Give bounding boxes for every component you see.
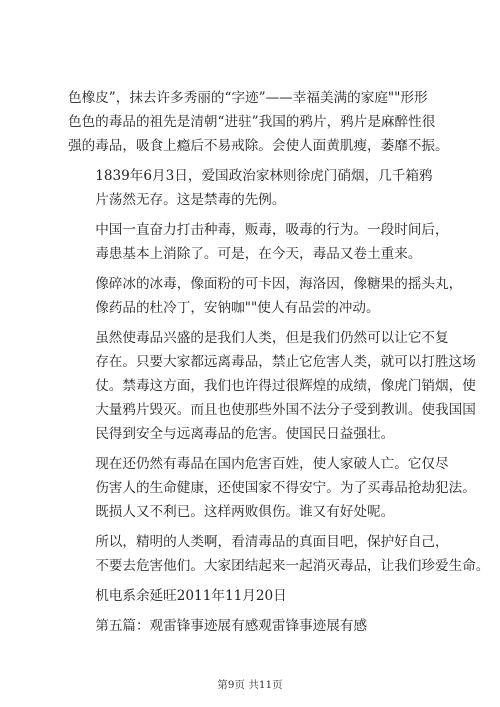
text-line: 色色的毒品的祖先是清朝“进驻”我国的鸦片，鸦片是麻醉性很 [68, 114, 436, 130]
text-line: 色橡皮”，抹去许多秀丽的“字迹”——幸福美满的家庭""形形 [68, 90, 428, 106]
paragraph [68, 86, 448, 158]
paragraph [68, 272, 463, 320]
text-line: 像碎冰的冰毒，像面粉的可卡因，海洛因，像糖果的摇头丸， [95, 276, 463, 292]
paragraph [68, 530, 490, 578]
paragraph [68, 614, 448, 638]
text-line: 伤害人的生命健康，还使国家不得安宁。为了买毒品抢劫犯法。 [95, 480, 476, 496]
text-line: 虽然使毒品兴盛的是我们人类，但是我们仍然可以让它不复 [95, 330, 449, 346]
text-line: 1839年6月3日，爱国政治家林则徐虎门硝烟，几千箱鸦 [95, 168, 433, 184]
paragraph [68, 452, 476, 524]
text-line: 现在还仍然有毒品在国内危害百姓，使人家破人亡。它仅尽 [95, 456, 449, 472]
text-line: 仗。禁毒这方面，我们也许得过很辉煌的成绩，像虎门销烟，使 [95, 378, 476, 394]
document-body [68, 86, 490, 644]
paragraph [68, 584, 448, 608]
text-line: 所以，精明的人类啊，看清毒品的真面目吧，保护好自己， [95, 534, 449, 550]
text-line: 片荡然无存。这是禁毒的先例。 [95, 192, 286, 208]
text-line: 毒患基本上消除了。可是，在今天，毒品又卷土重来。 [95, 246, 422, 262]
text-line: 机电系余延旺2011年11月20日 [95, 588, 287, 604]
page-footer: 第9页 共11页 [217, 679, 283, 691]
text-line: 民得到安全与远离毒品的危害。使国民日益强壮。 [95, 426, 395, 442]
text-line: 中国一直奋力打击种毒，贩毒，吸毒的行为。一段时间后， [95, 222, 449, 238]
text-line: 第五篇：观雷锋事迹展有感观雷锋事迹展有感 [95, 618, 368, 634]
text-line: 大量鸦片毁灭。而且也使那些外国不法分子受到教训。使我国国 [95, 402, 476, 418]
paragraph [68, 218, 448, 266]
text-line: 存在。只要大家都远离毒品，禁止它危害人类，就可以打胜这场 [95, 354, 476, 370]
text-line: 像药品的杜冷丁，安钠咖""使人有品尝的冲动。 [95, 300, 380, 316]
text-line: 强的毒品，吸食上瘾后不易戒除。会使人面黄肌瘦，萎靡不振。 [68, 138, 449, 154]
text-line: 既损人又不利已。这样两败俱伤。谁又有好处呢。 [95, 504, 395, 520]
text-line: 不要去危害他们。大家团结起来一起消灭毒品，让我们珍爱生命。 [95, 558, 490, 574]
paragraph [68, 164, 448, 212]
paragraph [68, 326, 476, 446]
